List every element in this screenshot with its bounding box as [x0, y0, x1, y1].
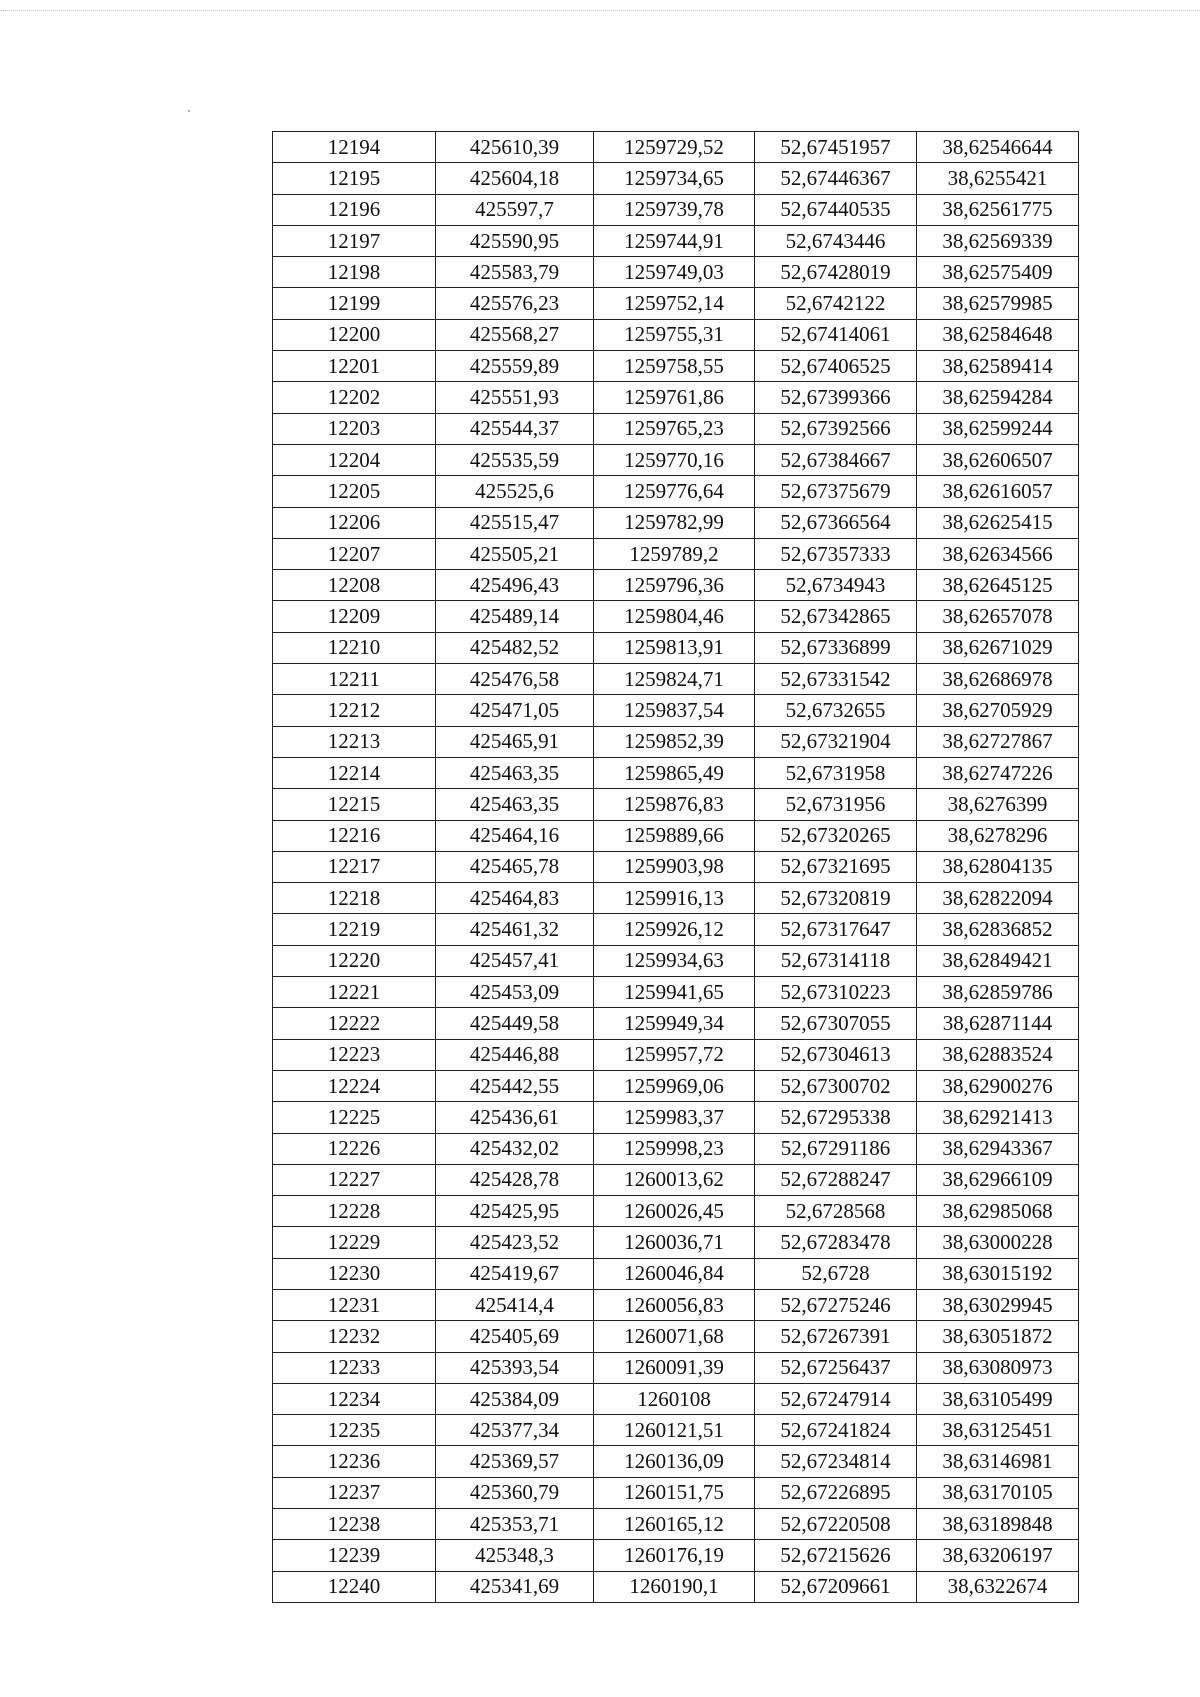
coordinates-table [272, 131, 1079, 1603]
longitude-cell: 38,62561775 [917, 194, 1079, 225]
point-number-cell: 12203 [273, 413, 436, 444]
x-coordinate-cell: 425463,35 [436, 789, 594, 820]
latitude-cell: 52,67288247 [755, 1164, 917, 1195]
x-coordinate-cell: 425419,67 [436, 1258, 594, 1289]
x-coordinate-cell: 425544,37 [436, 413, 594, 444]
table-row [273, 1102, 1079, 1133]
latitude-cell: 52,67342865 [755, 601, 917, 632]
longitude-cell: 38,62849421 [917, 945, 1079, 976]
y-coordinate-cell: 1259758,55 [594, 351, 755, 382]
y-coordinate-cell: 1259957,72 [594, 1039, 755, 1070]
table-row [273, 914, 1079, 945]
y-coordinate-cell: 1259761,86 [594, 382, 755, 413]
y-coordinate-cell: 1260046,84 [594, 1258, 755, 1289]
latitude-cell: 52,67314118 [755, 945, 917, 976]
longitude-cell: 38,62804135 [917, 851, 1079, 882]
x-coordinate-cell: 425610,39 [436, 132, 594, 163]
table-row [273, 1383, 1079, 1414]
longitude-cell: 38,62616057 [917, 476, 1079, 507]
x-coordinate-cell: 425464,16 [436, 820, 594, 851]
latitude-cell: 52,67440535 [755, 194, 917, 225]
longitude-cell: 38,62584648 [917, 319, 1079, 350]
x-coordinate-cell: 425559,89 [436, 351, 594, 382]
table-row [273, 1133, 1079, 1164]
latitude-cell: 52,67241824 [755, 1415, 917, 1446]
longitude-cell: 38,62657078 [917, 601, 1079, 632]
latitude-cell: 52,67414061 [755, 319, 917, 350]
longitude-cell: 38,63105499 [917, 1383, 1079, 1414]
point-number-cell: 12202 [273, 382, 436, 413]
y-coordinate-cell: 1259776,64 [594, 476, 755, 507]
point-number-cell: 12218 [273, 883, 436, 914]
x-coordinate-cell: 425461,32 [436, 914, 594, 945]
point-number-cell: 12235 [273, 1415, 436, 1446]
y-coordinate-cell: 1260108 [594, 1383, 755, 1414]
longitude-cell: 38,62625415 [917, 507, 1079, 538]
longitude-cell: 38,62589414 [917, 351, 1079, 382]
point-number-cell: 12205 [273, 476, 436, 507]
longitude-cell: 38,62883524 [917, 1039, 1079, 1070]
latitude-cell: 52,67399366 [755, 382, 917, 413]
scan-top-edge [0, 10, 1200, 11]
x-coordinate-cell: 425423,52 [436, 1227, 594, 1258]
longitude-cell: 38,62747226 [917, 757, 1079, 788]
point-number-cell: 12231 [273, 1289, 436, 1320]
y-coordinate-cell: 1260190,1 [594, 1571, 755, 1602]
y-coordinate-cell: 1260026,45 [594, 1196, 755, 1227]
table-row [273, 726, 1079, 757]
table-row [273, 476, 1079, 507]
latitude-cell: 52,67321904 [755, 726, 917, 757]
longitude-cell: 38,6255421 [917, 163, 1079, 194]
table-row [273, 351, 1079, 382]
latitude-cell: 52,67357333 [755, 538, 917, 569]
latitude-cell: 52,67336899 [755, 632, 917, 663]
y-coordinate-cell: 1260091,39 [594, 1352, 755, 1383]
table-row [273, 1571, 1079, 1602]
latitude-cell: 52,67428019 [755, 257, 917, 288]
x-coordinate-cell: 425496,43 [436, 570, 594, 601]
y-coordinate-cell: 1260013,62 [594, 1164, 755, 1195]
longitude-cell: 38,63146981 [917, 1446, 1079, 1477]
latitude-cell: 52,6731956 [755, 789, 917, 820]
y-coordinate-cell: 1259876,83 [594, 789, 755, 820]
table-row [273, 538, 1079, 569]
point-number-cell: 12217 [273, 851, 436, 882]
latitude-cell: 52,67406525 [755, 351, 917, 382]
latitude-cell: 52,67331542 [755, 664, 917, 695]
longitude-cell: 38,62985068 [917, 1196, 1079, 1227]
latitude-cell: 52,67317647 [755, 914, 917, 945]
point-number-cell: 12219 [273, 914, 436, 945]
longitude-cell: 38,62836852 [917, 914, 1079, 945]
x-coordinate-cell: 425436,61 [436, 1102, 594, 1133]
point-number-cell: 12196 [273, 194, 436, 225]
table-row [273, 851, 1079, 882]
table-row [273, 1289, 1079, 1320]
x-coordinate-cell: 425489,14 [436, 601, 594, 632]
y-coordinate-cell: 1259739,78 [594, 194, 755, 225]
table-row [273, 382, 1079, 413]
y-coordinate-cell: 1259789,2 [594, 538, 755, 569]
x-coordinate-cell: 425348,3 [436, 1540, 594, 1571]
x-coordinate-cell: 425465,91 [436, 726, 594, 757]
point-number-cell: 12195 [273, 163, 436, 194]
point-number-cell: 12207 [273, 538, 436, 569]
latitude-cell: 52,67226895 [755, 1477, 917, 1508]
y-coordinate-cell: 1259889,66 [594, 820, 755, 851]
longitude-cell: 38,62579985 [917, 288, 1079, 319]
x-coordinate-cell: 425597,7 [436, 194, 594, 225]
table-row [273, 601, 1079, 632]
longitude-cell: 38,62645125 [917, 570, 1079, 601]
longitude-cell: 38,63051872 [917, 1321, 1079, 1352]
point-number-cell: 12204 [273, 444, 436, 475]
latitude-cell: 52,6731958 [755, 757, 917, 788]
table-row [273, 570, 1079, 601]
point-number-cell: 12230 [273, 1258, 436, 1289]
longitude-cell: 38,62599244 [917, 413, 1079, 444]
y-coordinate-cell: 1259824,71 [594, 664, 755, 695]
point-number-cell: 12213 [273, 726, 436, 757]
y-coordinate-cell: 1259744,91 [594, 225, 755, 256]
x-coordinate-cell: 425457,41 [436, 945, 594, 976]
x-coordinate-cell: 425465,78 [436, 851, 594, 882]
point-number-cell: 12224 [273, 1070, 436, 1101]
x-coordinate-cell: 425535,59 [436, 444, 594, 475]
latitude-cell: 52,67283478 [755, 1227, 917, 1258]
table-row [273, 257, 1079, 288]
latitude-cell: 52,67366564 [755, 507, 917, 538]
latitude-cell: 52,67392566 [755, 413, 917, 444]
table-row [273, 319, 1079, 350]
y-coordinate-cell: 1259813,91 [594, 632, 755, 663]
y-coordinate-cell: 1259782,99 [594, 507, 755, 538]
longitude-cell: 38,62686978 [917, 664, 1079, 695]
x-coordinate-cell: 425384,09 [436, 1383, 594, 1414]
table-row [273, 1008, 1079, 1039]
y-coordinate-cell: 1259729,52 [594, 132, 755, 163]
longitude-cell: 38,62921413 [917, 1102, 1079, 1133]
y-coordinate-cell: 1259983,37 [594, 1102, 755, 1133]
x-coordinate-cell: 425453,09 [436, 977, 594, 1008]
x-coordinate-cell: 425576,23 [436, 288, 594, 319]
point-number-cell: 12240 [273, 1571, 436, 1602]
x-coordinate-cell: 425583,79 [436, 257, 594, 288]
y-coordinate-cell: 1259941,65 [594, 977, 755, 1008]
y-coordinate-cell: 1259752,14 [594, 288, 755, 319]
y-coordinate-cell: 1259926,12 [594, 914, 755, 945]
point-number-cell: 12233 [273, 1352, 436, 1383]
x-coordinate-cell: 425353,71 [436, 1509, 594, 1540]
longitude-cell: 38,62575409 [917, 257, 1079, 288]
x-coordinate-cell: 425471,05 [436, 695, 594, 726]
longitude-cell: 38,62705929 [917, 695, 1079, 726]
y-coordinate-cell: 1259949,34 [594, 1008, 755, 1039]
table-row [273, 194, 1079, 225]
latitude-cell: 52,67234814 [755, 1446, 917, 1477]
y-coordinate-cell: 1259765,23 [594, 413, 755, 444]
point-number-cell: 12214 [273, 757, 436, 788]
longitude-cell: 38,6276399 [917, 789, 1079, 820]
x-coordinate-cell: 425341,69 [436, 1571, 594, 1602]
table-row [273, 1446, 1079, 1477]
x-coordinate-cell: 425604,18 [436, 163, 594, 194]
latitude-cell: 52,67310223 [755, 977, 917, 1008]
table-row [273, 1509, 1079, 1540]
table-row [273, 820, 1079, 851]
latitude-cell: 52,67215626 [755, 1540, 917, 1571]
longitude-cell: 38,62943367 [917, 1133, 1079, 1164]
point-number-cell: 12209 [273, 601, 436, 632]
point-number-cell: 12206 [273, 507, 436, 538]
point-number-cell: 12229 [273, 1227, 436, 1258]
table-row [273, 1164, 1079, 1195]
latitude-cell: 52,6728568 [755, 1196, 917, 1227]
latitude-cell: 52,67291186 [755, 1133, 917, 1164]
table-row [273, 288, 1079, 319]
point-number-cell: 12236 [273, 1446, 436, 1477]
table-row [273, 695, 1079, 726]
latitude-cell: 52,6742122 [755, 288, 917, 319]
longitude-cell: 38,6322674 [917, 1571, 1079, 1602]
x-coordinate-cell: 425464,83 [436, 883, 594, 914]
point-number-cell: 12232 [273, 1321, 436, 1352]
y-coordinate-cell: 1259804,46 [594, 601, 755, 632]
longitude-cell: 38,63000228 [917, 1227, 1079, 1258]
latitude-cell: 52,67275246 [755, 1289, 917, 1320]
latitude-cell: 52,67384667 [755, 444, 917, 475]
table-row [273, 1321, 1079, 1352]
latitude-cell: 52,67209661 [755, 1571, 917, 1602]
longitude-cell: 38,63206197 [917, 1540, 1079, 1571]
point-number-cell: 12220 [273, 945, 436, 976]
latitude-cell: 52,67247914 [755, 1383, 917, 1414]
x-coordinate-cell: 425568,27 [436, 319, 594, 350]
x-coordinate-cell: 425449,58 [436, 1008, 594, 1039]
y-coordinate-cell: 1259934,63 [594, 945, 755, 976]
point-number-cell: 12212 [273, 695, 436, 726]
table-row [273, 1352, 1079, 1383]
y-coordinate-cell: 1259852,39 [594, 726, 755, 757]
table-row [273, 225, 1079, 256]
x-coordinate-cell: 425377,34 [436, 1415, 594, 1446]
y-coordinate-cell: 1259796,36 [594, 570, 755, 601]
longitude-cell: 38,62606507 [917, 444, 1079, 475]
longitude-cell: 38,62594284 [917, 382, 1079, 413]
coordinates-table-body [273, 132, 1079, 1603]
y-coordinate-cell: 1259969,06 [594, 1070, 755, 1101]
table-row [273, 444, 1079, 475]
table-row [273, 757, 1079, 788]
point-number-cell: 12223 [273, 1039, 436, 1070]
point-number-cell: 12215 [273, 789, 436, 820]
longitude-cell: 38,6278296 [917, 820, 1079, 851]
longitude-cell: 38,62966109 [917, 1164, 1079, 1195]
latitude-cell: 52,67300702 [755, 1070, 917, 1101]
point-number-cell: 12238 [273, 1509, 436, 1540]
table-row [273, 1227, 1079, 1258]
longitude-cell: 38,63080973 [917, 1352, 1079, 1383]
table-row [273, 977, 1079, 1008]
latitude-cell: 52,67320819 [755, 883, 917, 914]
longitude-cell: 38,63015192 [917, 1258, 1079, 1289]
x-coordinate-cell: 425414,4 [436, 1289, 594, 1320]
y-coordinate-cell: 1259837,54 [594, 695, 755, 726]
latitude-cell: 52,67451957 [755, 132, 917, 163]
y-coordinate-cell: 1260136,09 [594, 1446, 755, 1477]
table-row [273, 507, 1079, 538]
x-coordinate-cell: 425432,02 [436, 1133, 594, 1164]
table-row [273, 1258, 1079, 1289]
longitude-cell: 38,62871144 [917, 1008, 1079, 1039]
latitude-cell: 52,6734943 [755, 570, 917, 601]
point-number-cell: 12200 [273, 319, 436, 350]
longitude-cell: 38,62569339 [917, 225, 1079, 256]
longitude-cell: 38,63170105 [917, 1477, 1079, 1508]
point-number-cell: 12198 [273, 257, 436, 288]
table-row [273, 945, 1079, 976]
table-row [273, 632, 1079, 663]
latitude-cell: 52,67321695 [755, 851, 917, 882]
x-coordinate-cell: 425369,57 [436, 1446, 594, 1477]
table-row [273, 664, 1079, 695]
table-row [273, 132, 1079, 163]
longitude-cell: 38,62727867 [917, 726, 1079, 757]
longitude-cell: 38,62634566 [917, 538, 1079, 569]
x-coordinate-cell: 425446,88 [436, 1039, 594, 1070]
table-row [273, 413, 1079, 444]
latitude-cell: 52,67307055 [755, 1008, 917, 1039]
latitude-cell: 52,6743446 [755, 225, 917, 256]
y-coordinate-cell: 1259734,65 [594, 163, 755, 194]
table-row [273, 1415, 1079, 1446]
y-coordinate-cell: 1259755,31 [594, 319, 755, 350]
table-row [273, 163, 1079, 194]
y-coordinate-cell: 1259865,49 [594, 757, 755, 788]
longitude-cell: 38,62859786 [917, 977, 1079, 1008]
table-row [273, 1039, 1079, 1070]
y-coordinate-cell: 1260151,75 [594, 1477, 755, 1508]
point-number-cell: 12228 [273, 1196, 436, 1227]
point-number-cell: 12226 [273, 1133, 436, 1164]
table-row [273, 1540, 1079, 1571]
point-number-cell: 12211 [273, 664, 436, 695]
y-coordinate-cell: 1259770,16 [594, 444, 755, 475]
x-coordinate-cell: 425482,52 [436, 632, 594, 663]
latitude-cell: 52,67375679 [755, 476, 917, 507]
y-coordinate-cell: 1259916,13 [594, 883, 755, 914]
x-coordinate-cell: 425425,95 [436, 1196, 594, 1227]
table-row [273, 1196, 1079, 1227]
latitude-cell: 52,67304613 [755, 1039, 917, 1070]
y-coordinate-cell: 1260056,83 [594, 1289, 755, 1320]
y-coordinate-cell: 1259749,03 [594, 257, 755, 288]
latitude-cell: 52,67446367 [755, 163, 917, 194]
x-coordinate-cell: 425515,47 [436, 507, 594, 538]
latitude-cell: 52,67256437 [755, 1352, 917, 1383]
longitude-cell: 38,62900276 [917, 1070, 1079, 1101]
point-number-cell: 12234 [273, 1383, 436, 1414]
latitude-cell: 52,6732655 [755, 695, 917, 726]
latitude-cell: 52,67267391 [755, 1321, 917, 1352]
point-number-cell: 12221 [273, 977, 436, 1008]
point-number-cell: 12208 [273, 570, 436, 601]
point-number-cell: 12216 [273, 820, 436, 851]
longitude-cell: 38,62546644 [917, 132, 1079, 163]
y-coordinate-cell: 1259903,98 [594, 851, 755, 882]
x-coordinate-cell: 425428,78 [436, 1164, 594, 1195]
table-row [273, 1477, 1079, 1508]
x-coordinate-cell: 425393,54 [436, 1352, 594, 1383]
point-number-cell: 12199 [273, 288, 436, 319]
y-coordinate-cell: 1260121,51 [594, 1415, 755, 1446]
x-coordinate-cell: 425476,58 [436, 664, 594, 695]
latitude-cell: 52,6728 [755, 1258, 917, 1289]
table-row [273, 883, 1079, 914]
longitude-cell: 38,62822094 [917, 883, 1079, 914]
x-coordinate-cell: 425442,55 [436, 1070, 594, 1101]
y-coordinate-cell: 1260176,19 [594, 1540, 755, 1571]
x-coordinate-cell: 425405,69 [436, 1321, 594, 1352]
point-number-cell: 12197 [273, 225, 436, 256]
x-coordinate-cell: 425360,79 [436, 1477, 594, 1508]
x-coordinate-cell: 425525,6 [436, 476, 594, 507]
point-number-cell: 12237 [273, 1477, 436, 1508]
table-row [273, 1070, 1079, 1101]
x-coordinate-cell: 425590,95 [436, 225, 594, 256]
y-coordinate-cell: 1260071,68 [594, 1321, 755, 1352]
latitude-cell: 52,67220508 [755, 1509, 917, 1540]
point-number-cell: 12222 [273, 1008, 436, 1039]
point-number-cell: 12239 [273, 1540, 436, 1571]
longitude-cell: 38,63189848 [917, 1509, 1079, 1540]
longitude-cell: 38,63029945 [917, 1289, 1079, 1320]
point-number-cell: 12225 [273, 1102, 436, 1133]
longitude-cell: 38,63125451 [917, 1415, 1079, 1446]
point-number-cell: 12227 [273, 1164, 436, 1195]
x-coordinate-cell: 425551,93 [436, 382, 594, 413]
y-coordinate-cell: 1260165,12 [594, 1509, 755, 1540]
point-number-cell: 12210 [273, 632, 436, 663]
y-coordinate-cell: 1259998,23 [594, 1133, 755, 1164]
y-coordinate-cell: 1260036,71 [594, 1227, 755, 1258]
latitude-cell: 52,67320265 [755, 820, 917, 851]
latitude-cell: 52,67295338 [755, 1102, 917, 1133]
x-coordinate-cell: 425505,21 [436, 538, 594, 569]
scan-speck [188, 110, 190, 112]
longitude-cell: 38,62671029 [917, 632, 1079, 663]
x-coordinate-cell: 425463,35 [436, 757, 594, 788]
table-row [273, 789, 1079, 820]
point-number-cell: 12194 [273, 132, 436, 163]
point-number-cell: 12201 [273, 351, 436, 382]
